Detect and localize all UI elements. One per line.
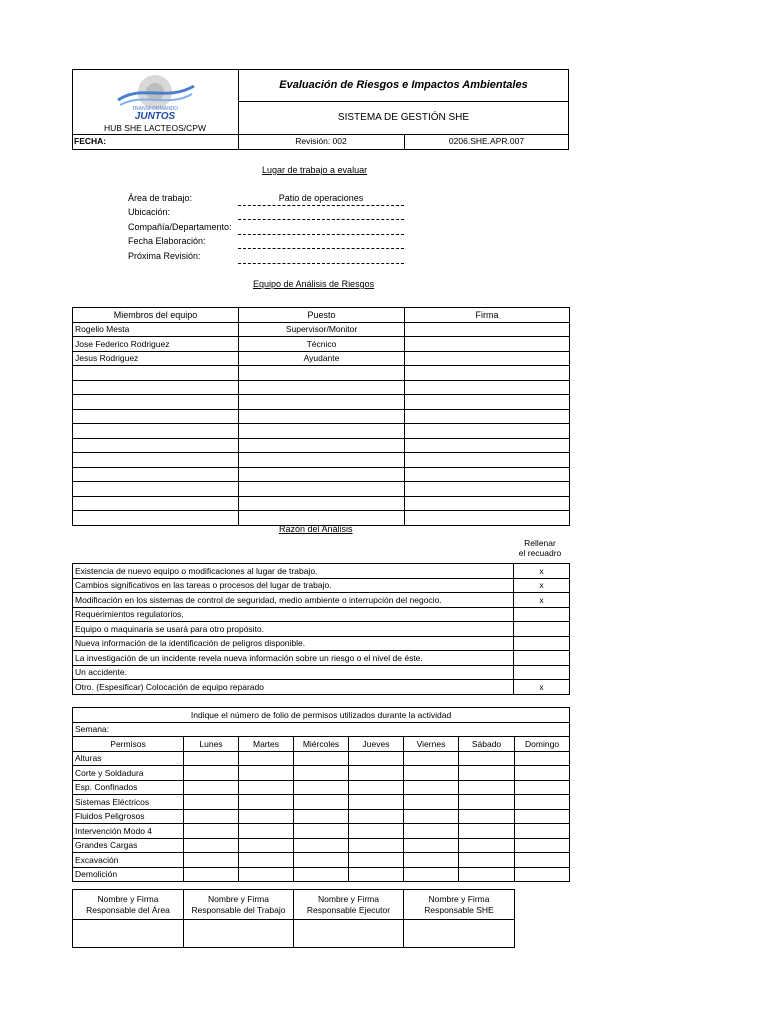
col-signature: Firma bbox=[405, 308, 570, 323]
reason-text: Cambios significativos en las tareas o procesos del lugar de trabajo. bbox=[73, 578, 514, 593]
reason-text: Otro. (Espesificar) Colocación de equipo reparado bbox=[73, 680, 514, 695]
reason-mark[interactable] bbox=[514, 622, 570, 637]
table-row bbox=[73, 665, 570, 680]
revision-label: Revisión: 002 bbox=[295, 136, 347, 146]
signature-box[interactable] bbox=[184, 920, 294, 948]
signature-box[interactable] bbox=[404, 920, 515, 948]
team-header-row bbox=[73, 308, 570, 323]
field-next-review-label: Próxima Revisión: bbox=[128, 251, 201, 261]
signatures-blank-row bbox=[73, 920, 515, 948]
table-row-empty bbox=[73, 511, 570, 526]
signatures-table bbox=[72, 889, 515, 948]
field-area-line bbox=[238, 205, 404, 206]
signature-box[interactable] bbox=[294, 920, 404, 948]
fill-label-1: Rellenar bbox=[524, 538, 556, 548]
field-next-review-line bbox=[238, 263, 404, 264]
reason-mark[interactable]: x bbox=[514, 680, 570, 695]
table-row bbox=[73, 593, 570, 608]
member-name: Rogelio Mesta bbox=[73, 322, 239, 337]
table-row bbox=[73, 322, 570, 337]
workplace-heading: Lugar de trabajo a evaluar bbox=[262, 165, 368, 175]
table-row-empty bbox=[73, 380, 570, 395]
reason-text: Equipo o maquinaria se usará para otro propósito. bbox=[73, 622, 514, 637]
field-company-line bbox=[238, 234, 404, 235]
table-row bbox=[73, 766, 570, 781]
table-row bbox=[73, 578, 570, 593]
table-row-empty bbox=[73, 438, 570, 453]
table-row-empty bbox=[73, 482, 570, 497]
reason-text: Un accidente. bbox=[73, 665, 514, 680]
signature-work-line1: Nombre y Firma bbox=[208, 894, 269, 905]
header-hline-mid bbox=[238, 101, 569, 102]
table-row bbox=[73, 824, 570, 839]
permits-header-row bbox=[73, 737, 570, 752]
table-row-empty bbox=[73, 409, 570, 424]
col-day: Sábado bbox=[459, 737, 515, 752]
signature-she bbox=[404, 890, 515, 920]
field-created-line bbox=[238, 248, 404, 249]
fecha-label: FECHA: bbox=[74, 136, 107, 146]
logo-brand: JUNTOS bbox=[134, 111, 176, 122]
table-row-empty bbox=[73, 395, 570, 410]
col-day: Miércoles bbox=[294, 737, 349, 752]
field-area-value: Patio de operaciones bbox=[278, 193, 364, 203]
table-row bbox=[73, 680, 570, 695]
col-day: Viernes bbox=[404, 737, 459, 752]
reasons-table bbox=[72, 563, 570, 695]
reason-text: Existencia de nuevo equipo o modificaciones al lugar de trabajo. bbox=[73, 564, 514, 579]
reason-text: Nueva información de la identificación de peligros disponible. bbox=[73, 636, 514, 651]
reason-mark[interactable]: x bbox=[514, 578, 570, 593]
hub-label: HUB SHE LACTEOS/CPW bbox=[103, 123, 207, 133]
permit-name: Excavación bbox=[73, 853, 184, 868]
permit-name: Grandes Cargas bbox=[73, 838, 184, 853]
permit-name: Esp. Confinados bbox=[73, 780, 184, 795]
permit-name: Alturas bbox=[73, 751, 184, 766]
reason-text: Requerimientos regulatorios. bbox=[73, 607, 514, 622]
reason-text: La investigación de un incidente revela nueva información sobre un riesgo o el nivel de éste. bbox=[73, 651, 514, 666]
permits-heading: Indique el número de folio de permisos utilizados durante la actividad bbox=[73, 708, 570, 723]
table-row bbox=[73, 867, 570, 882]
permits-table bbox=[72, 707, 570, 882]
member-name: Jesus Rodriguez bbox=[73, 351, 239, 366]
member-signature bbox=[405, 351, 570, 366]
member-position: Supervisor/Monitor bbox=[239, 322, 405, 337]
signature-executor bbox=[294, 890, 404, 920]
permit-name: Intervención Modo 4 bbox=[73, 824, 184, 839]
header-hline-bottom bbox=[72, 134, 569, 135]
table-row bbox=[73, 838, 570, 853]
member-position: Ayudante bbox=[239, 351, 405, 366]
document-title: Evaluación de Riesgos e Impactos Ambientales bbox=[279, 79, 528, 91]
member-signature bbox=[405, 322, 570, 337]
logo-tagline: TRANSFORMANDO bbox=[131, 106, 179, 112]
permit-name: Sistemas Eléctricos bbox=[73, 795, 184, 810]
table-row bbox=[73, 853, 570, 868]
reason-text: Modificación en los sistemas de control de seguridad, medio ambiente o interrupción del negocio. bbox=[73, 593, 514, 608]
col-day: Jueves bbox=[349, 737, 404, 752]
field-location-line bbox=[238, 219, 404, 220]
col-permits: Permisos bbox=[73, 737, 184, 752]
col-day: Domingo bbox=[515, 737, 570, 752]
table-row bbox=[73, 337, 570, 352]
system-title: SISTEMA DE GESTIÓN SHE bbox=[337, 112, 470, 123]
table-row bbox=[73, 636, 570, 651]
col-members: Miembros del equipo bbox=[73, 308, 239, 323]
signature-box[interactable] bbox=[73, 920, 184, 948]
signature-area-line1: Nombre y Firma bbox=[97, 894, 159, 905]
col-position: Puesto bbox=[239, 308, 405, 323]
member-name: Jose Federico Rodriguez bbox=[73, 337, 239, 352]
field-created-label: Fecha Elaboración: bbox=[128, 236, 206, 246]
table-row-empty bbox=[73, 366, 570, 381]
field-area-label: Área de trabajo: bbox=[128, 193, 193, 203]
signature-work-line2: Responsable del Trabajo bbox=[191, 904, 286, 915]
permit-name: Demolición bbox=[73, 867, 184, 882]
reasons-heading: Razón del Análisis bbox=[279, 524, 353, 534]
reason-mark[interactable] bbox=[514, 651, 570, 666]
signature-area bbox=[73, 890, 184, 920]
reason-mark[interactable] bbox=[514, 665, 570, 680]
member-position: Técnico bbox=[239, 337, 405, 352]
permit-name: Fluidos Peligrosos bbox=[73, 809, 184, 824]
table-row bbox=[73, 351, 570, 366]
team-table bbox=[72, 307, 570, 526]
table-row-empty bbox=[73, 453, 570, 468]
document-code: 0206.SHE.APR.007 bbox=[448, 136, 525, 146]
reason-mark[interactable]: x bbox=[514, 593, 570, 608]
signature-executor-line2: Responsable Ejecutor bbox=[306, 904, 391, 915]
permits-heading-row bbox=[73, 708, 570, 723]
signature-she-line1: Nombre y Firma bbox=[428, 894, 490, 905]
table-row bbox=[73, 651, 570, 666]
reason-mark[interactable]: x bbox=[514, 564, 570, 579]
table-row-empty bbox=[73, 424, 570, 439]
table-row bbox=[73, 780, 570, 795]
table-row bbox=[73, 751, 570, 766]
col-day: Lunes bbox=[184, 737, 239, 752]
signature-work bbox=[184, 890, 294, 920]
team-heading: Equipo de Análisis de Riesgos bbox=[253, 279, 375, 289]
signature-area-line2: Responsable del Área bbox=[86, 904, 170, 915]
field-company-label: Compañía/Departamento: bbox=[128, 222, 232, 232]
reason-mark[interactable] bbox=[514, 607, 570, 622]
table-row-empty bbox=[73, 496, 570, 511]
signature-executor-line1: Nombre y Firma bbox=[318, 894, 379, 905]
reason-mark[interactable] bbox=[514, 636, 570, 651]
col-day: Martes bbox=[239, 737, 294, 752]
field-location-label: Ubicación: bbox=[128, 207, 171, 217]
table-row-empty bbox=[73, 467, 570, 482]
table-row bbox=[73, 795, 570, 810]
fill-label-2: el recuadro bbox=[518, 548, 562, 558]
signatures-header-row bbox=[73, 890, 515, 920]
table-row bbox=[73, 622, 570, 637]
signature-she-line2: Responsable SHE bbox=[424, 904, 494, 915]
permit-name: Corte y Soldadura bbox=[73, 766, 184, 781]
table-row bbox=[73, 809, 570, 824]
week-row bbox=[73, 722, 570, 737]
week-label: Semana: bbox=[73, 722, 570, 737]
table-row bbox=[73, 564, 570, 579]
table-row bbox=[73, 607, 570, 622]
member-signature bbox=[405, 337, 570, 352]
